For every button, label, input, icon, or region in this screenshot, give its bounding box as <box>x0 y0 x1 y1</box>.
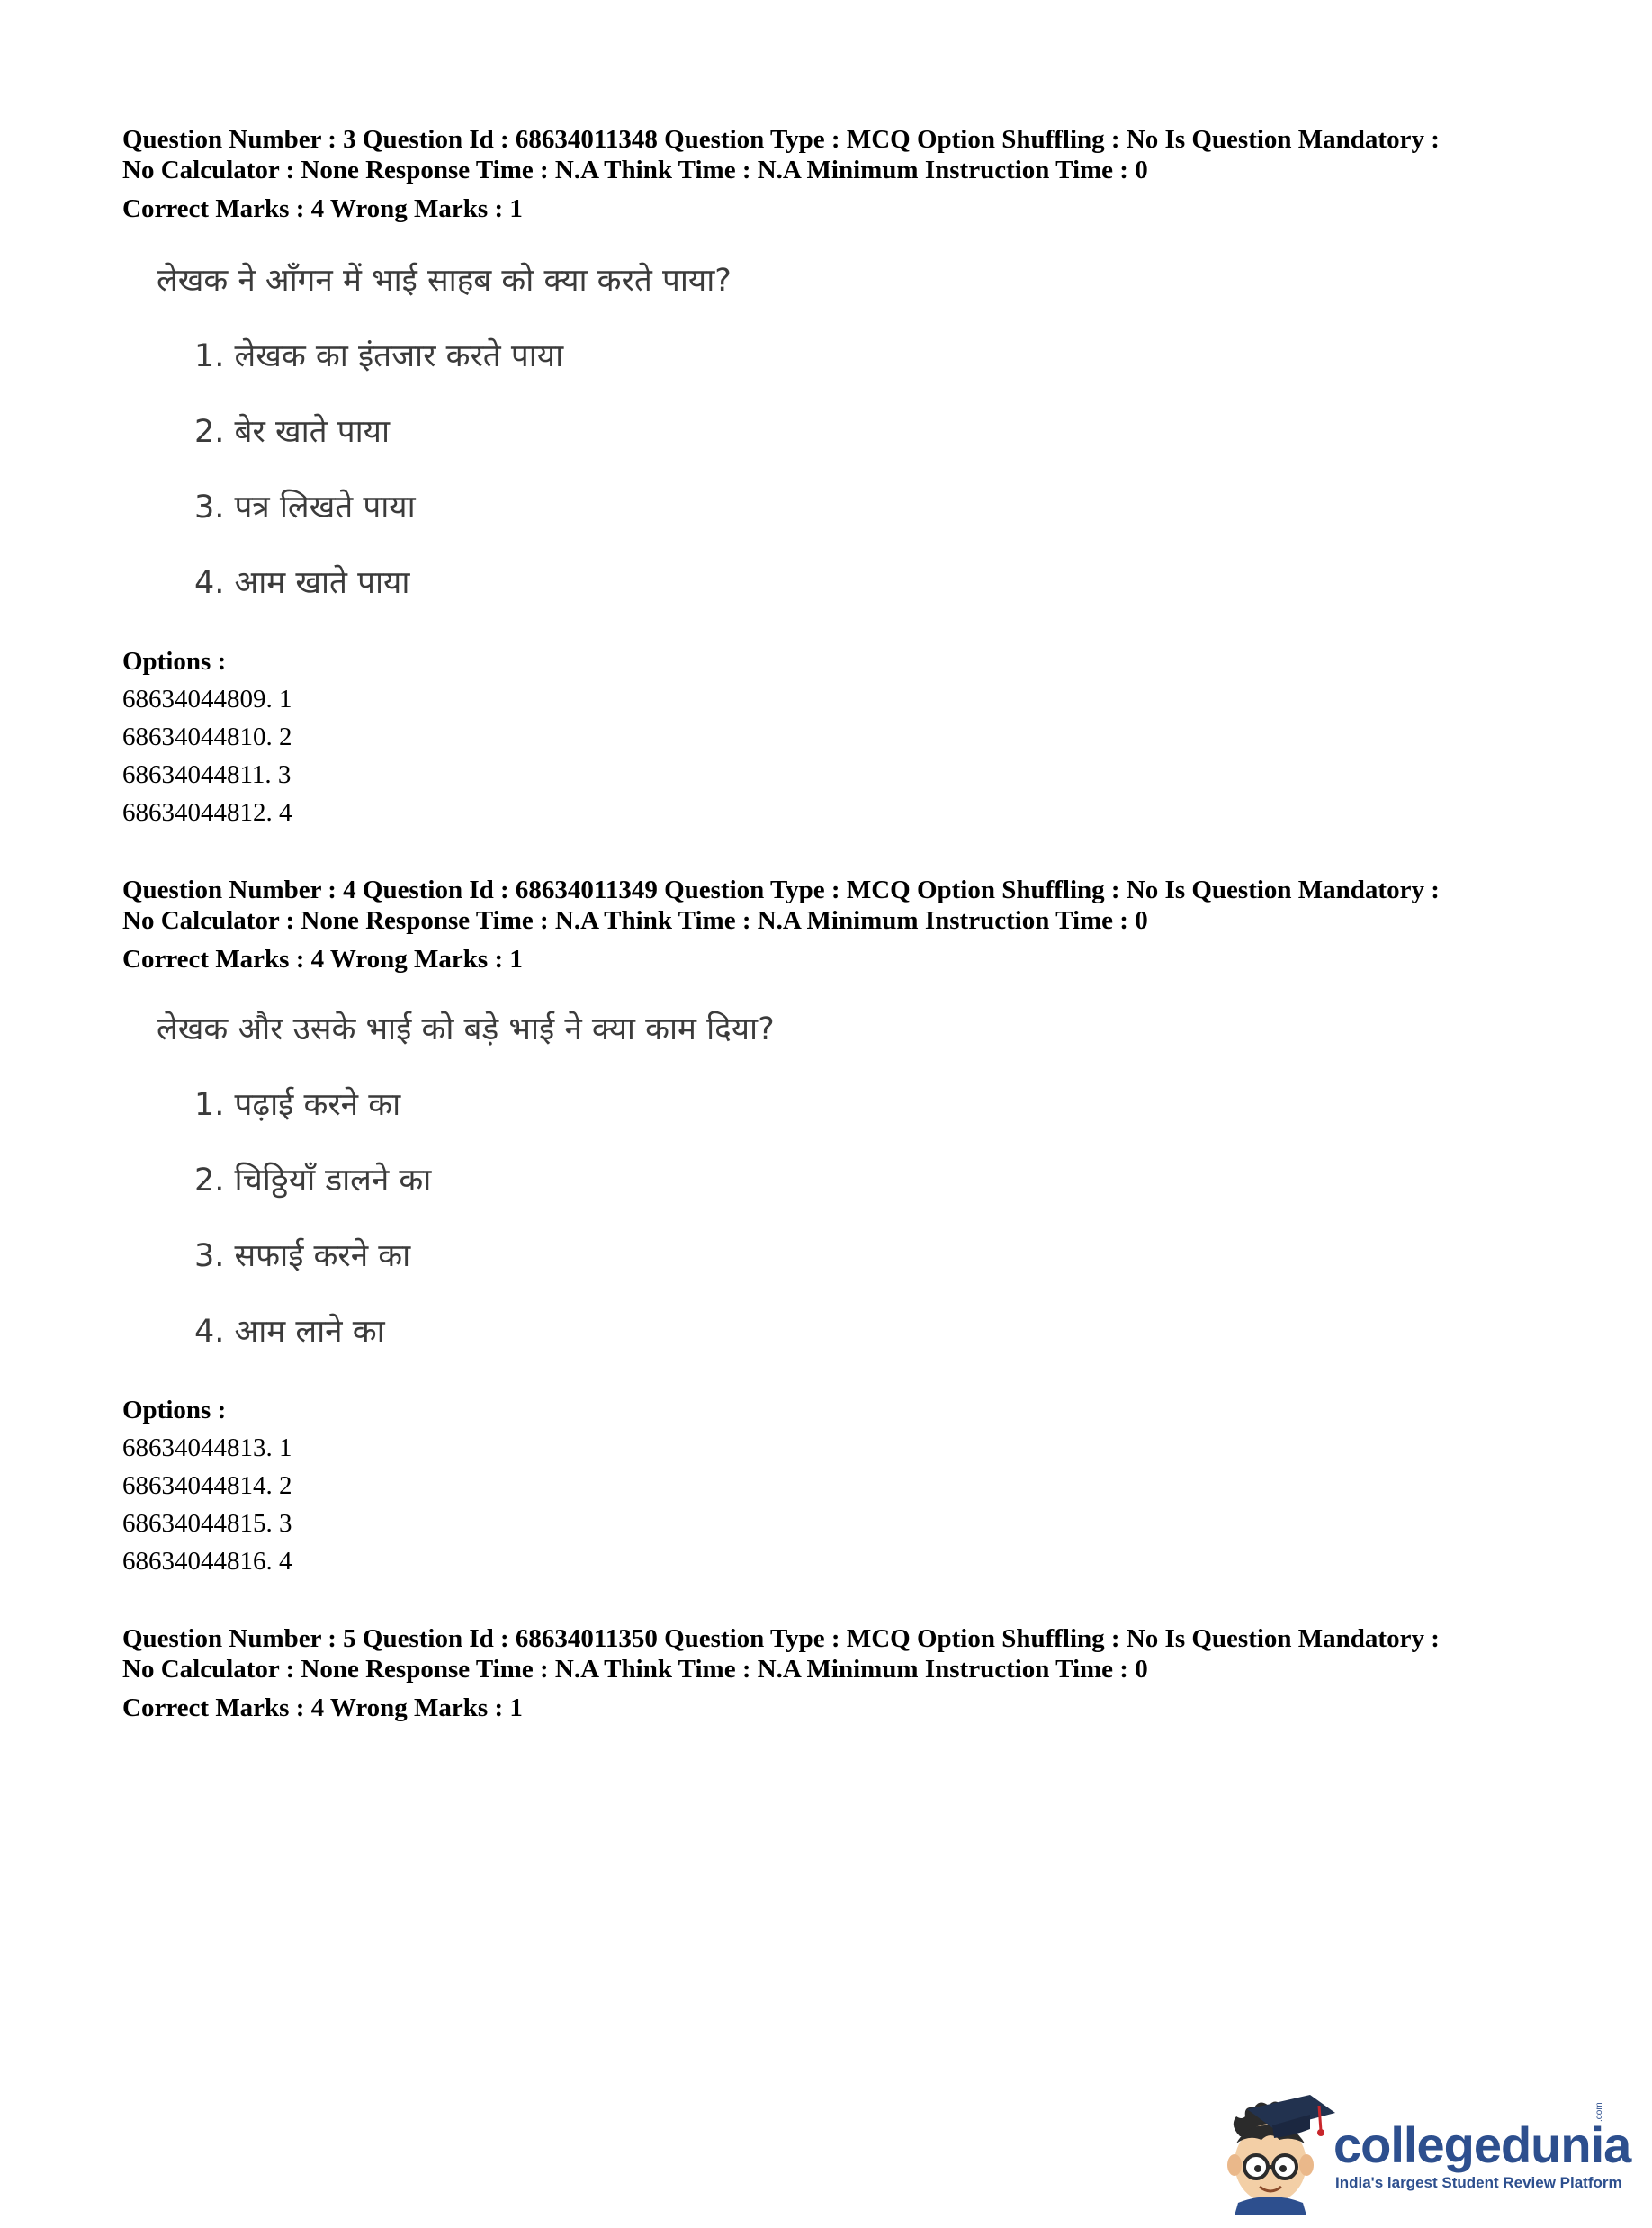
question-3-option-4: 68634044812. 4 <box>122 798 292 827</box>
question-4-meta-line-1: Question Number : 4 Question Id : 68634011349 Question Type : MCQ Option Shuffling : No Is Question Mandatory : <box>122 876 1440 904</box>
question-4-choice-2: 2. चिठ्ठियाँ डालने का <box>194 1163 432 1199</box>
question-3-content <box>122 261 932 621</box>
question-5-marks: Correct Marks : 4 Wrong Marks : 1 <box>122 1693 523 1722</box>
question-3-meta-line-1: Question Number : 3 Question Id : 68634011348 Question Type : MCQ Option Shuffling : No Is Question Mandatory : <box>122 125 1440 154</box>
question-3-choice-4: 4. आम खाते पाया <box>194 565 410 601</box>
question-4-options-label: Options : <box>122 1396 227 1424</box>
question-4-text: लेखक और उसके भाई को बड़े भाई ने क्या काम दिया? <box>157 1011 775 1047</box>
question-3-meta-line-2: No Calculator : None Response Time : N.A Think Time : N.A Minimum Instruction Time : 0 <box>122 156 1148 184</box>
question-3-text: लेखक ने आँगन में भाई साहब को क्या करते पाया? <box>157 263 732 299</box>
question-4-marks: Correct Marks : 4 Wrong Marks : 1 <box>122 945 523 974</box>
question-4-choice-4: 4. आम लाने का <box>194 1314 385 1350</box>
student-mascot-icon <box>1220 2089 1337 2215</box>
question-4-option-4: 68634044816. 4 <box>122 1547 292 1576</box>
question-3-marks: Correct Marks : 4 Wrong Marks : 1 <box>122 194 523 223</box>
question-3-choice-2: 2. बेर खाते पाया <box>194 414 391 450</box>
question-4-option-3: 68634044815. 3 <box>122 1509 292 1538</box>
question-3-choice-3: 3. पत्र लिखते पाया <box>194 490 416 526</box>
question-4-choice-1: 1. पढ़ाई करने का <box>194 1087 401 1123</box>
question-3-option-1: 68634044809. 1 <box>122 685 292 714</box>
question-4-option-1: 68634044813. 1 <box>122 1433 292 1462</box>
question-4-choice-3: 3. सफाई करने का <box>194 1238 411 1274</box>
question-3-option-3: 68634044811. 3 <box>122 760 292 789</box>
question-3-options-label: Options : <box>122 647 227 676</box>
question-5-meta-line-2: No Calculator : None Response Time : N.A Think Time : N.A Minimum Instruction Time : 0 <box>122 1655 1148 1684</box>
question-3-option-2: 68634044810. 2 <box>122 723 292 751</box>
logo-tagline: India's largest Student Review Platform <box>1335 2174 1622 2191</box>
question-4-option-2: 68634044814. 2 <box>122 1471 292 1500</box>
question-5-meta-line-1: Question Number : 5 Question Id : 68634011350 Question Type : MCQ Option Shuffling : No Is Question Mandatory : <box>122 1624 1440 1653</box>
collegedunia-logo[interactable] <box>1220 2089 1631 2215</box>
question-3-choice-1: 1. लेखक का इंतजार करते पाया <box>194 338 564 374</box>
question-4-content <box>122 1010 932 1370</box>
logo-wordmark: collegedunia <box>1333 2116 1631 2173</box>
logo-suffix: .com <box>1594 2102 1604 2122</box>
question-4-meta-line-2: No Calculator : None Response Time : N.A Think Time : N.A Minimum Instruction Time : 0 <box>122 906 1148 935</box>
